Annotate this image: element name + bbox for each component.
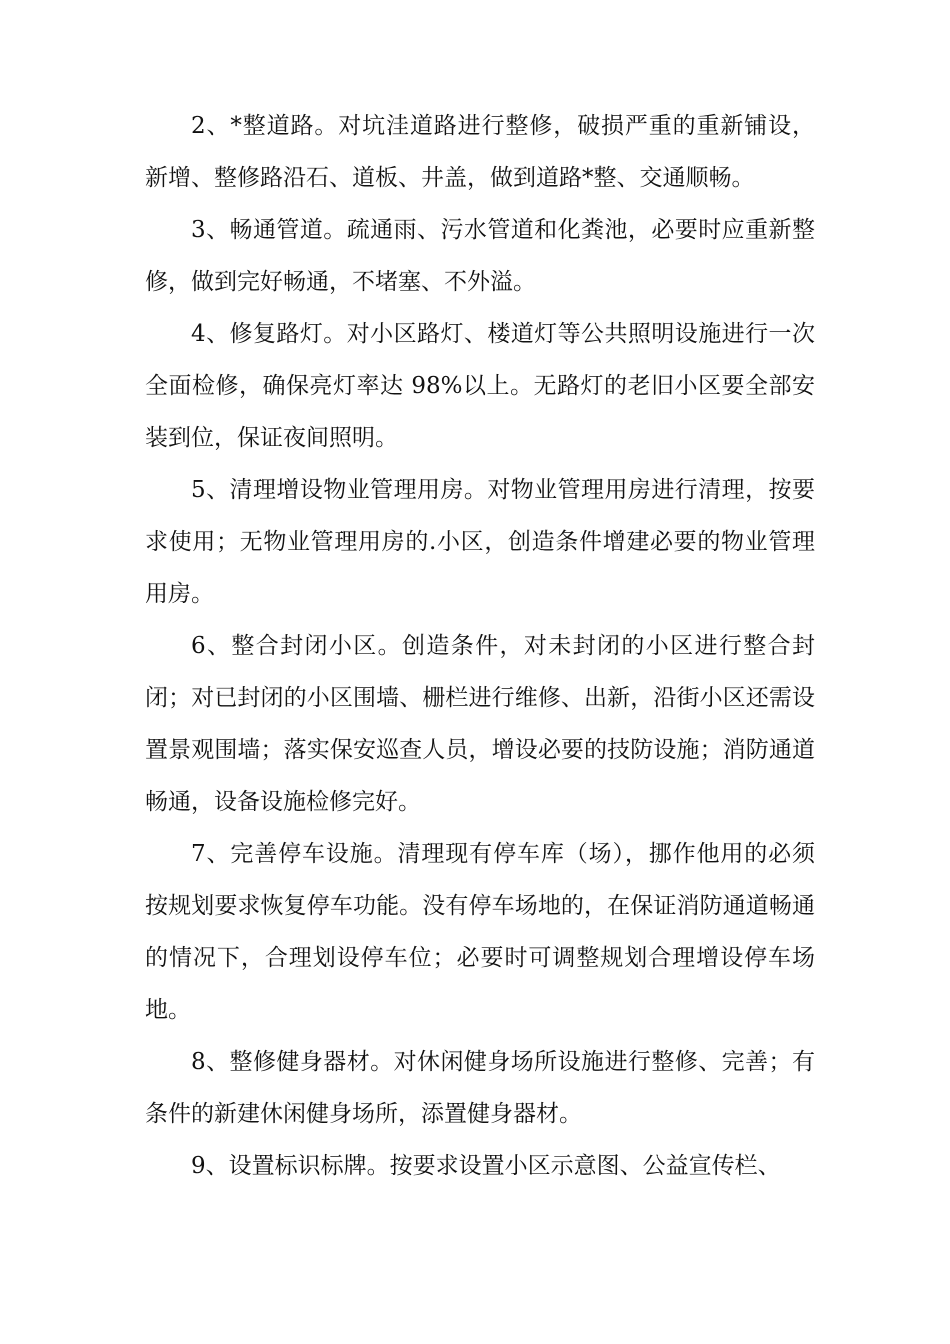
paragraph-9-signage: 9、设置标识标牌。按要求设置小区示意图、公益宣传栏、	[191, 1153, 781, 1179]
paragraph-5-property-rooms: 5、清理增设物业管理用房。对物业管理用房进行清理，按要求使用；无物业管理用房的.小区，创造条件增建必要的物业管理用房。	[145, 477, 815, 607]
paragraph-4-streetlights: 4、修复路灯。对小区路灯、楼道灯等公共照明设施进行一次全面检修，确保亮灯率达 98%以上。无路灯的老旧小区要全部安装到位，保证夜间照明。	[145, 321, 815, 451]
paragraph-2-roads: 2、*整道路。对坑洼道路进行整修，破损严重的重新铺设，新增、整修路沿石、道板、井盖，做到道路*整、交通顺畅。	[145, 113, 815, 191]
paragraph-6-enclosure: 6、整合封闭小区。创造条件，对未封闭的小区进行整合封闭；对已封闭的小区围墙、栅栏进行维修、出新，沿街小区还需设置景观围墙；落实保安巡查人员，增设必要的技防设施；消防通道畅通，设备设施检修完好。	[145, 633, 815, 815]
paragraph-7-parking: 7、完善停车设施。清理现有停车库（场），挪作他用的必须按规划要求恢复停车功能。没有停车场地的，在保证消防通道畅通的情况下，合理划设停车位；必要时可调整规划合理增设停车场地。	[145, 841, 815, 1023]
paragraph-8-fitness: 8、整修健身器材。对休闲健身场所设施进行整修、完善；有条件的新建休闲健身场所，添置健身器材。	[145, 1049, 815, 1127]
document-body	[145, 100, 815, 1192]
paragraph-3-pipes: 3、畅通管道。疏通雨、污水管道和化粪池，必要时应重新整修，做到完好畅通，不堵塞、不外溢。	[145, 217, 815, 295]
